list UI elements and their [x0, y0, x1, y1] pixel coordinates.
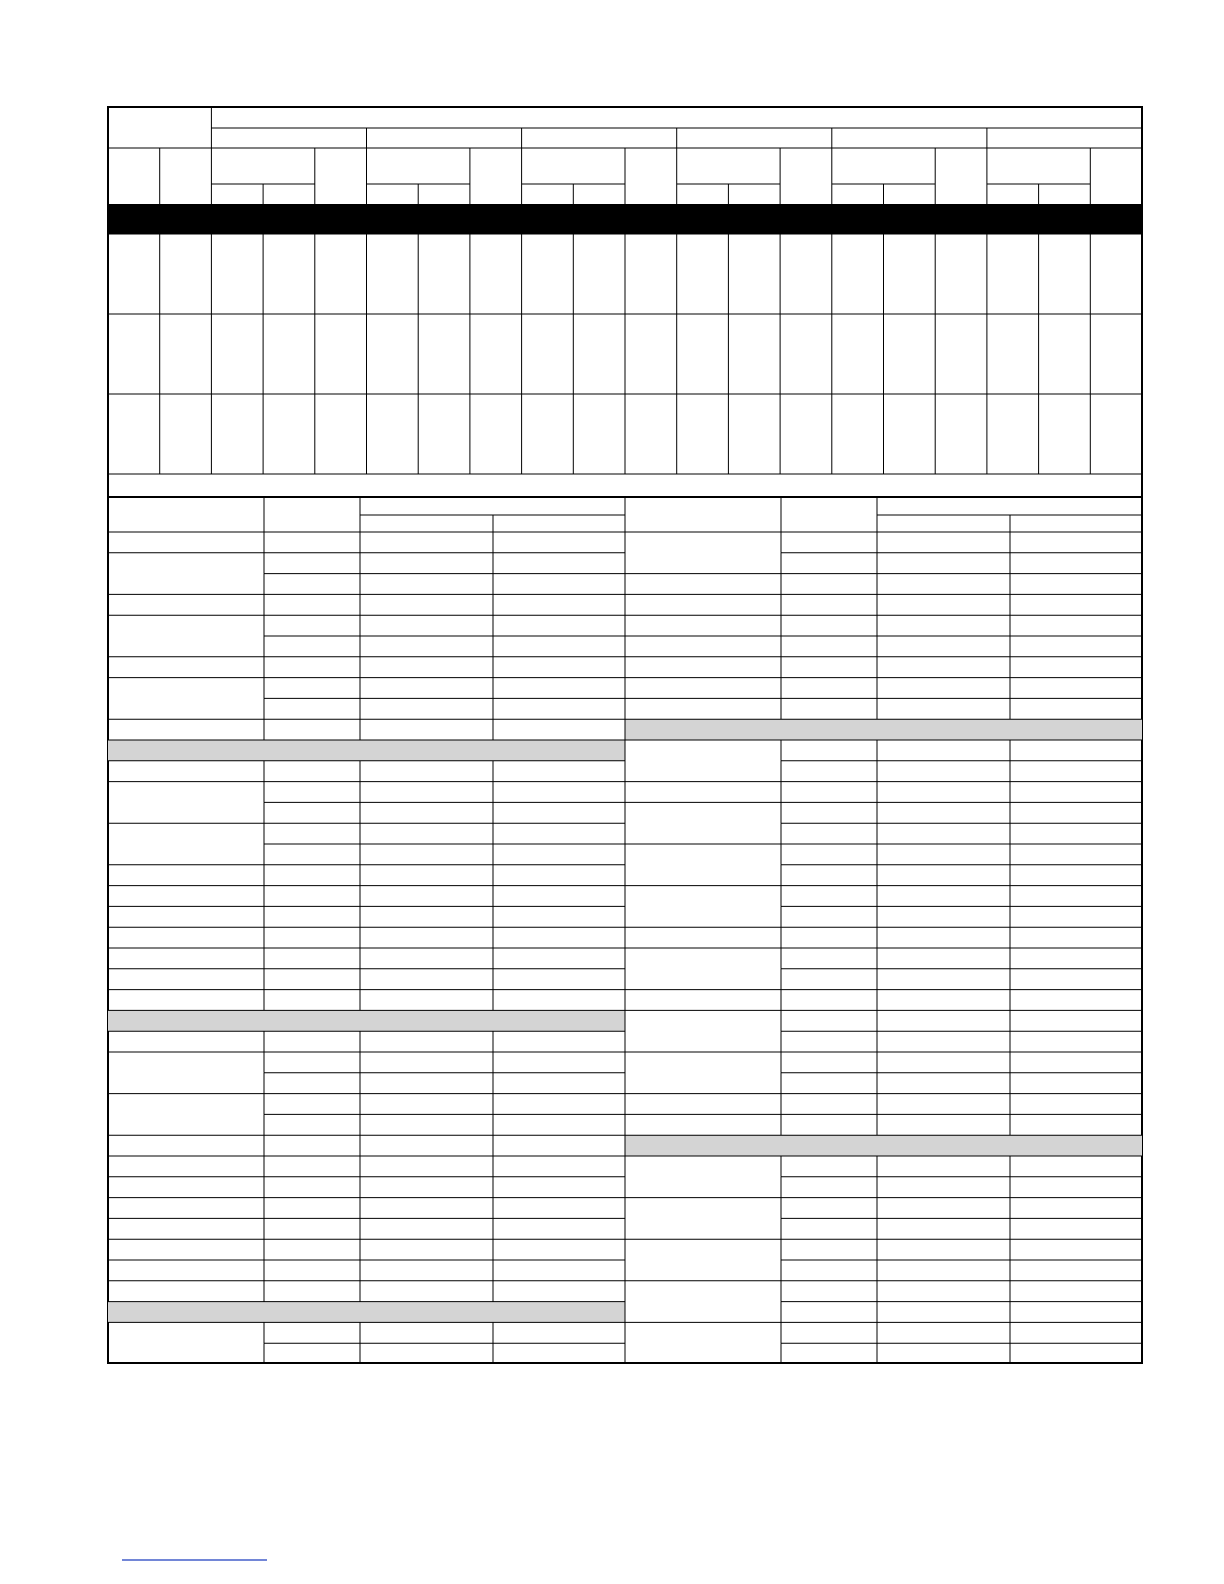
upper-grid-table	[108, 107, 1142, 497]
lower-grid-table	[108, 497, 1142, 1364]
header-black-band	[108, 204, 1142, 234]
left-section-band	[108, 1302, 625, 1323]
left-section-band	[108, 740, 625, 761]
right-section-band	[625, 719, 1142, 740]
left-section-band	[108, 1010, 625, 1031]
right-section-band	[625, 1135, 1142, 1156]
